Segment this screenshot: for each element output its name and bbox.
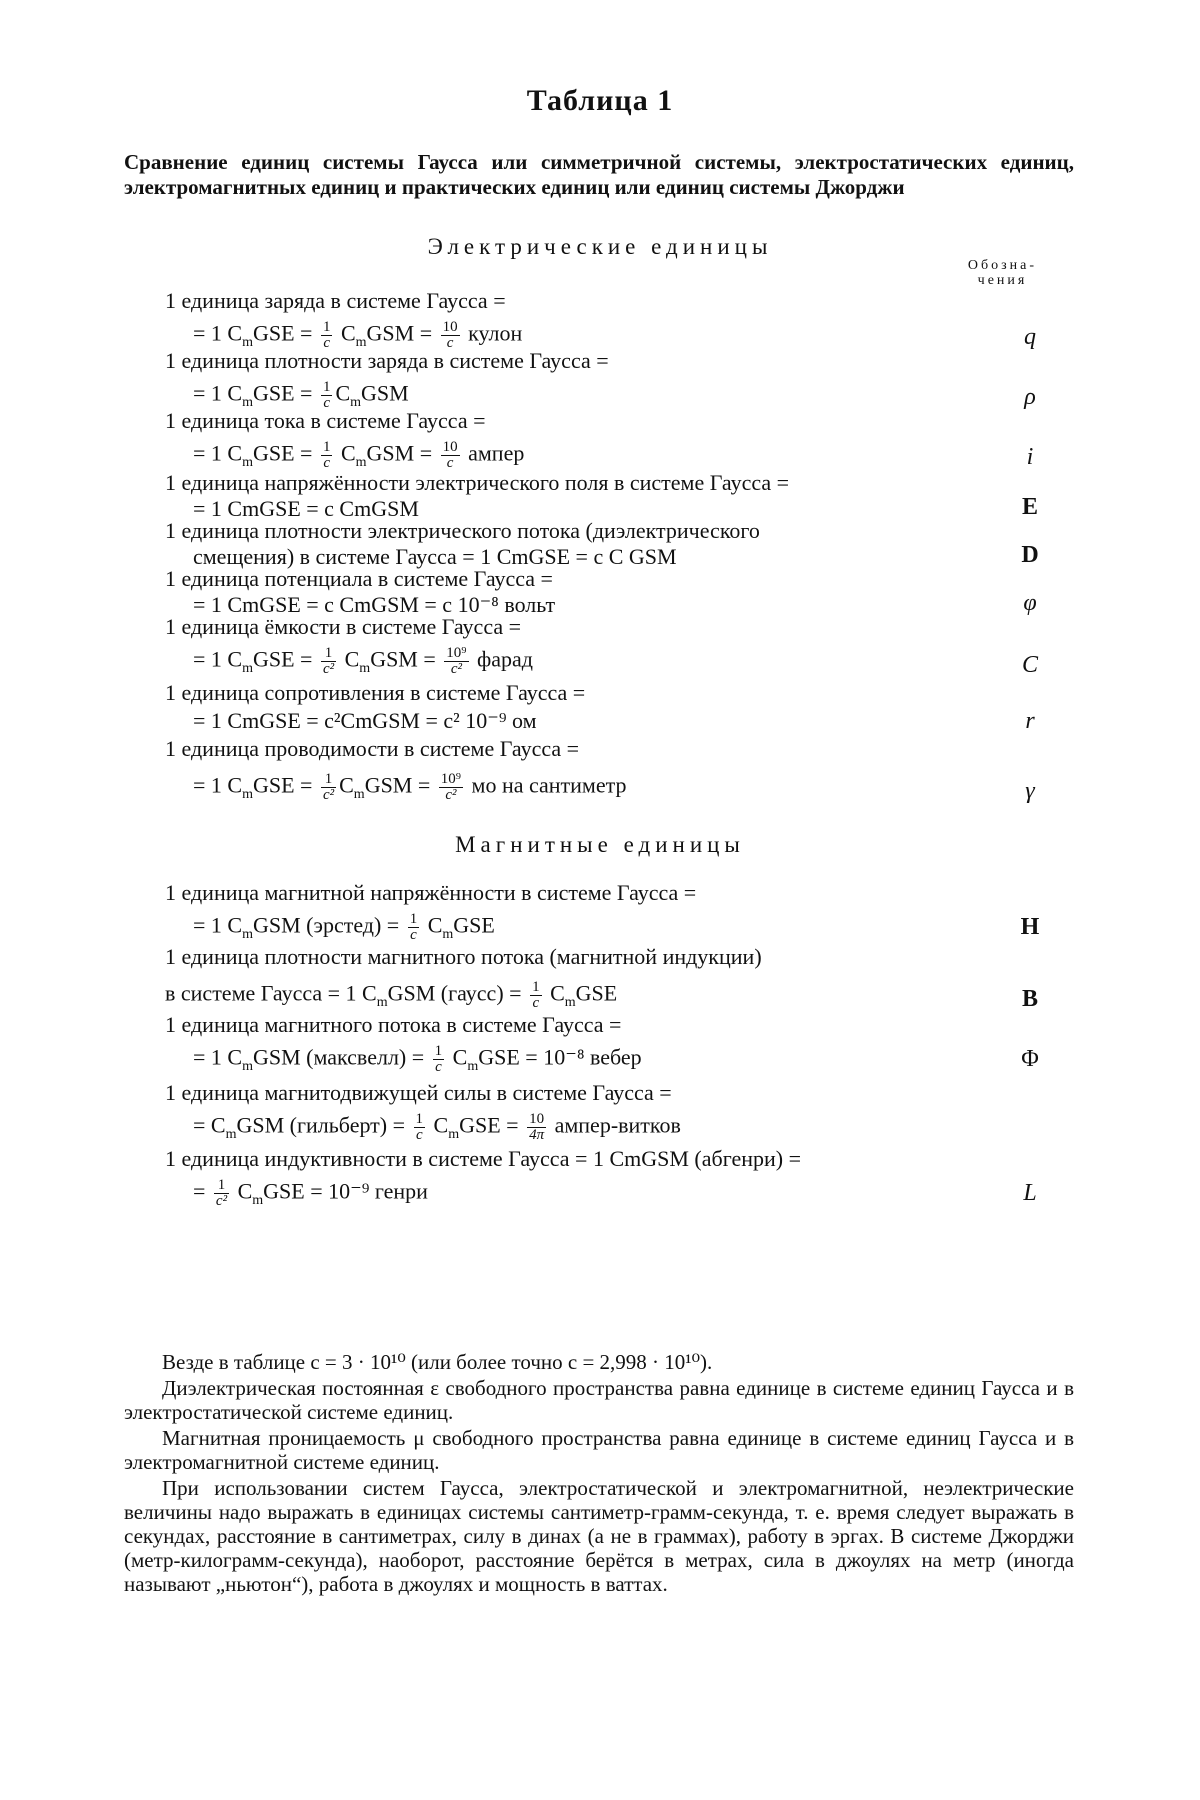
row-text: 1 единица плотности электрического потока (диэлектрического	[165, 518, 760, 544]
fraction: 1 c	[530, 980, 542, 1011]
symbol-magnetic-induction: B	[1010, 986, 1050, 1013]
symbol-potential: φ	[1010, 590, 1050, 617]
symbol-capacitance: C	[1010, 652, 1050, 679]
row-text: 1 единица ёмкости в системе Гаусса =	[165, 614, 521, 640]
row-text: 1 единица заряда в системе Гаусса =	[165, 288, 506, 314]
fraction: 10 c	[441, 320, 460, 351]
row-text: 1 единица магнитной напряжённости в системе Гаусса =	[165, 880, 696, 906]
electric-units-heading: Электрические единицы	[0, 234, 1200, 260]
fraction: 10⁹ c²	[444, 646, 468, 677]
magnetic-units-heading: Магнитные единицы	[0, 832, 1200, 858]
row-text: 1 единица магнитного потока в системе Гаусса =	[165, 1012, 621, 1038]
fraction: 1 c	[321, 380, 333, 411]
row-text: 1 единица тока в системе Гаусса =	[165, 408, 486, 434]
symbol-charge-density: ρ	[1010, 384, 1050, 411]
symbol-inductance: L	[1010, 1180, 1050, 1207]
notes	[124, 1350, 1074, 1598]
fraction: 10⁹ c²	[439, 772, 463, 803]
row-formula: = 1 CmGSE = c CmGSM = c 10⁻⁸ вольт	[193, 592, 555, 618]
table-caption: Сравнение единиц системы Гаусса или симметричной системы, электростатических единиц, электромагнитных единиц и практических единиц или единиц системы Джорджи	[124, 150, 1074, 200]
row-formula: = 1 CmGSE = 1 c CmGSM = 10 c ампер	[193, 440, 524, 476]
fraction: 1 c²	[321, 772, 336, 803]
row-text: 1 единица плотности магнитного потока (магнитной индукции)	[165, 944, 762, 970]
row-text: 1 единица проводимости в системе Гаусса =	[165, 736, 579, 762]
row-text: 1 единица сопротивления в системе Гаусса =	[165, 680, 585, 706]
symbol-magnetic-flux: Φ	[1010, 1046, 1050, 1073]
fraction: 1 c	[414, 1112, 426, 1143]
row-text: 1 единица магнитодвижущей силы в системе Гаусса =	[165, 1080, 672, 1106]
row-formula: = 1 CmGSM (максвелл) = 1 c CmGSE = 10⁻⁸ вебер	[193, 1044, 642, 1080]
note-paragraph: Везде в таблице c = 3 · 10¹⁰ (или более точно c = 2,998 · 10¹⁰).	[124, 1350, 1074, 1374]
page	[0, 0, 1200, 1800]
row-text: 1 единица плотности заряда в системе Гаусса =	[165, 348, 609, 374]
symbols-header-line: чения	[945, 273, 1060, 288]
fraction: 1 c	[321, 440, 333, 471]
row-text: 1 единица потенциала в системе Гаусса =	[165, 566, 553, 592]
fraction: 1 c²	[214, 1178, 229, 1209]
fraction: 1 c	[433, 1044, 445, 1075]
row-text: 1 единица индуктивности в системе Гаусса = 1 CmGSM (абгенри) =	[165, 1146, 801, 1172]
fraction: 1 c	[408, 912, 420, 943]
symbol-displacement: D	[1010, 542, 1050, 569]
symbols-column-header	[945, 258, 1060, 288]
fraction: 10 c	[441, 440, 460, 471]
row-formula: = 1 c² CmGSE = 10⁻⁹ генри	[193, 1178, 428, 1214]
row-formula: = 1 CmGSE = 1 c² CmGSM = 10⁹ c² мо на сантиметр	[193, 772, 627, 808]
symbols-header-line: Обозна-	[945, 258, 1060, 273]
row-formula: = 1 CmGSM (эрстед) = 1 c CmGSE	[193, 912, 495, 948]
fraction: 1 c	[321, 320, 333, 351]
row-formula: = 1 CmGSE = 1 c CmGSM	[193, 380, 409, 416]
note-paragraph: Магнитная проницаемость μ свободного пространства равна единице в системе единиц Гаусса и в электромагнитной системе единиц.	[124, 1426, 1074, 1474]
fraction: 1 c²	[321, 646, 336, 677]
row-formula: смещения) в системе Гаусса = 1 CmGSE = c C GSM	[193, 544, 677, 570]
fraction: 10 4π	[527, 1112, 546, 1143]
symbol-resistance: r	[1010, 708, 1050, 735]
symbol-charge: q	[1010, 324, 1050, 351]
row-formula: = CmGSM (гильберт) = 1 c CmGSE = 10 4π ампер-витков	[193, 1112, 681, 1148]
row-formula: = 1 CmGSE = 1 c CmGSM = 10 c кулон	[193, 320, 522, 356]
symbol-current: i	[1010, 444, 1050, 471]
symbol-magnetic-field: H	[1010, 914, 1050, 941]
symbol-electric-field: E	[1010, 494, 1050, 521]
row-formula: в системе Гаусса = 1 CmGSM (гаусс) = 1 c CmGSE	[165, 980, 617, 1016]
row-formula: = 1 CmGSE = 1 c² CmGSM = 10⁹ c² фарад	[193, 646, 533, 682]
row-text: 1 единица напряжённости электрического поля в системе Гаусса =	[165, 470, 789, 496]
table-title: Таблица 1	[0, 84, 1200, 118]
symbol-conductance: γ	[1010, 778, 1050, 805]
note-paragraph: При использовании систем Гаусса, электростатической и электромагнитной, неэлектрические величины надо выражать в единицах системы сантиметр-грамм-секунда, т. е. время следует выражать в секундах, расстояние в сантиметрах, силу в динах (а не в граммах), работу в эргах. В системе Джорджи (метр-килограмм-секунда), наоборот, расстояние берётся в метрах, сила в джоулях на метр (иногда называют „ньютон“), работа в джоулях и мощность в ваттах.	[124, 1476, 1074, 1596]
row-formula: = 1 CmGSE = c CmGSM	[193, 496, 419, 522]
row-formula: = 1 CmGSE = c²CmGSM = c² 10⁻⁹ ом	[193, 708, 537, 734]
note-paragraph: Диэлектрическая постоянная ε свободного пространства равна единице в системе единиц Гаусса и в электростатической системе единиц.	[124, 1376, 1074, 1424]
